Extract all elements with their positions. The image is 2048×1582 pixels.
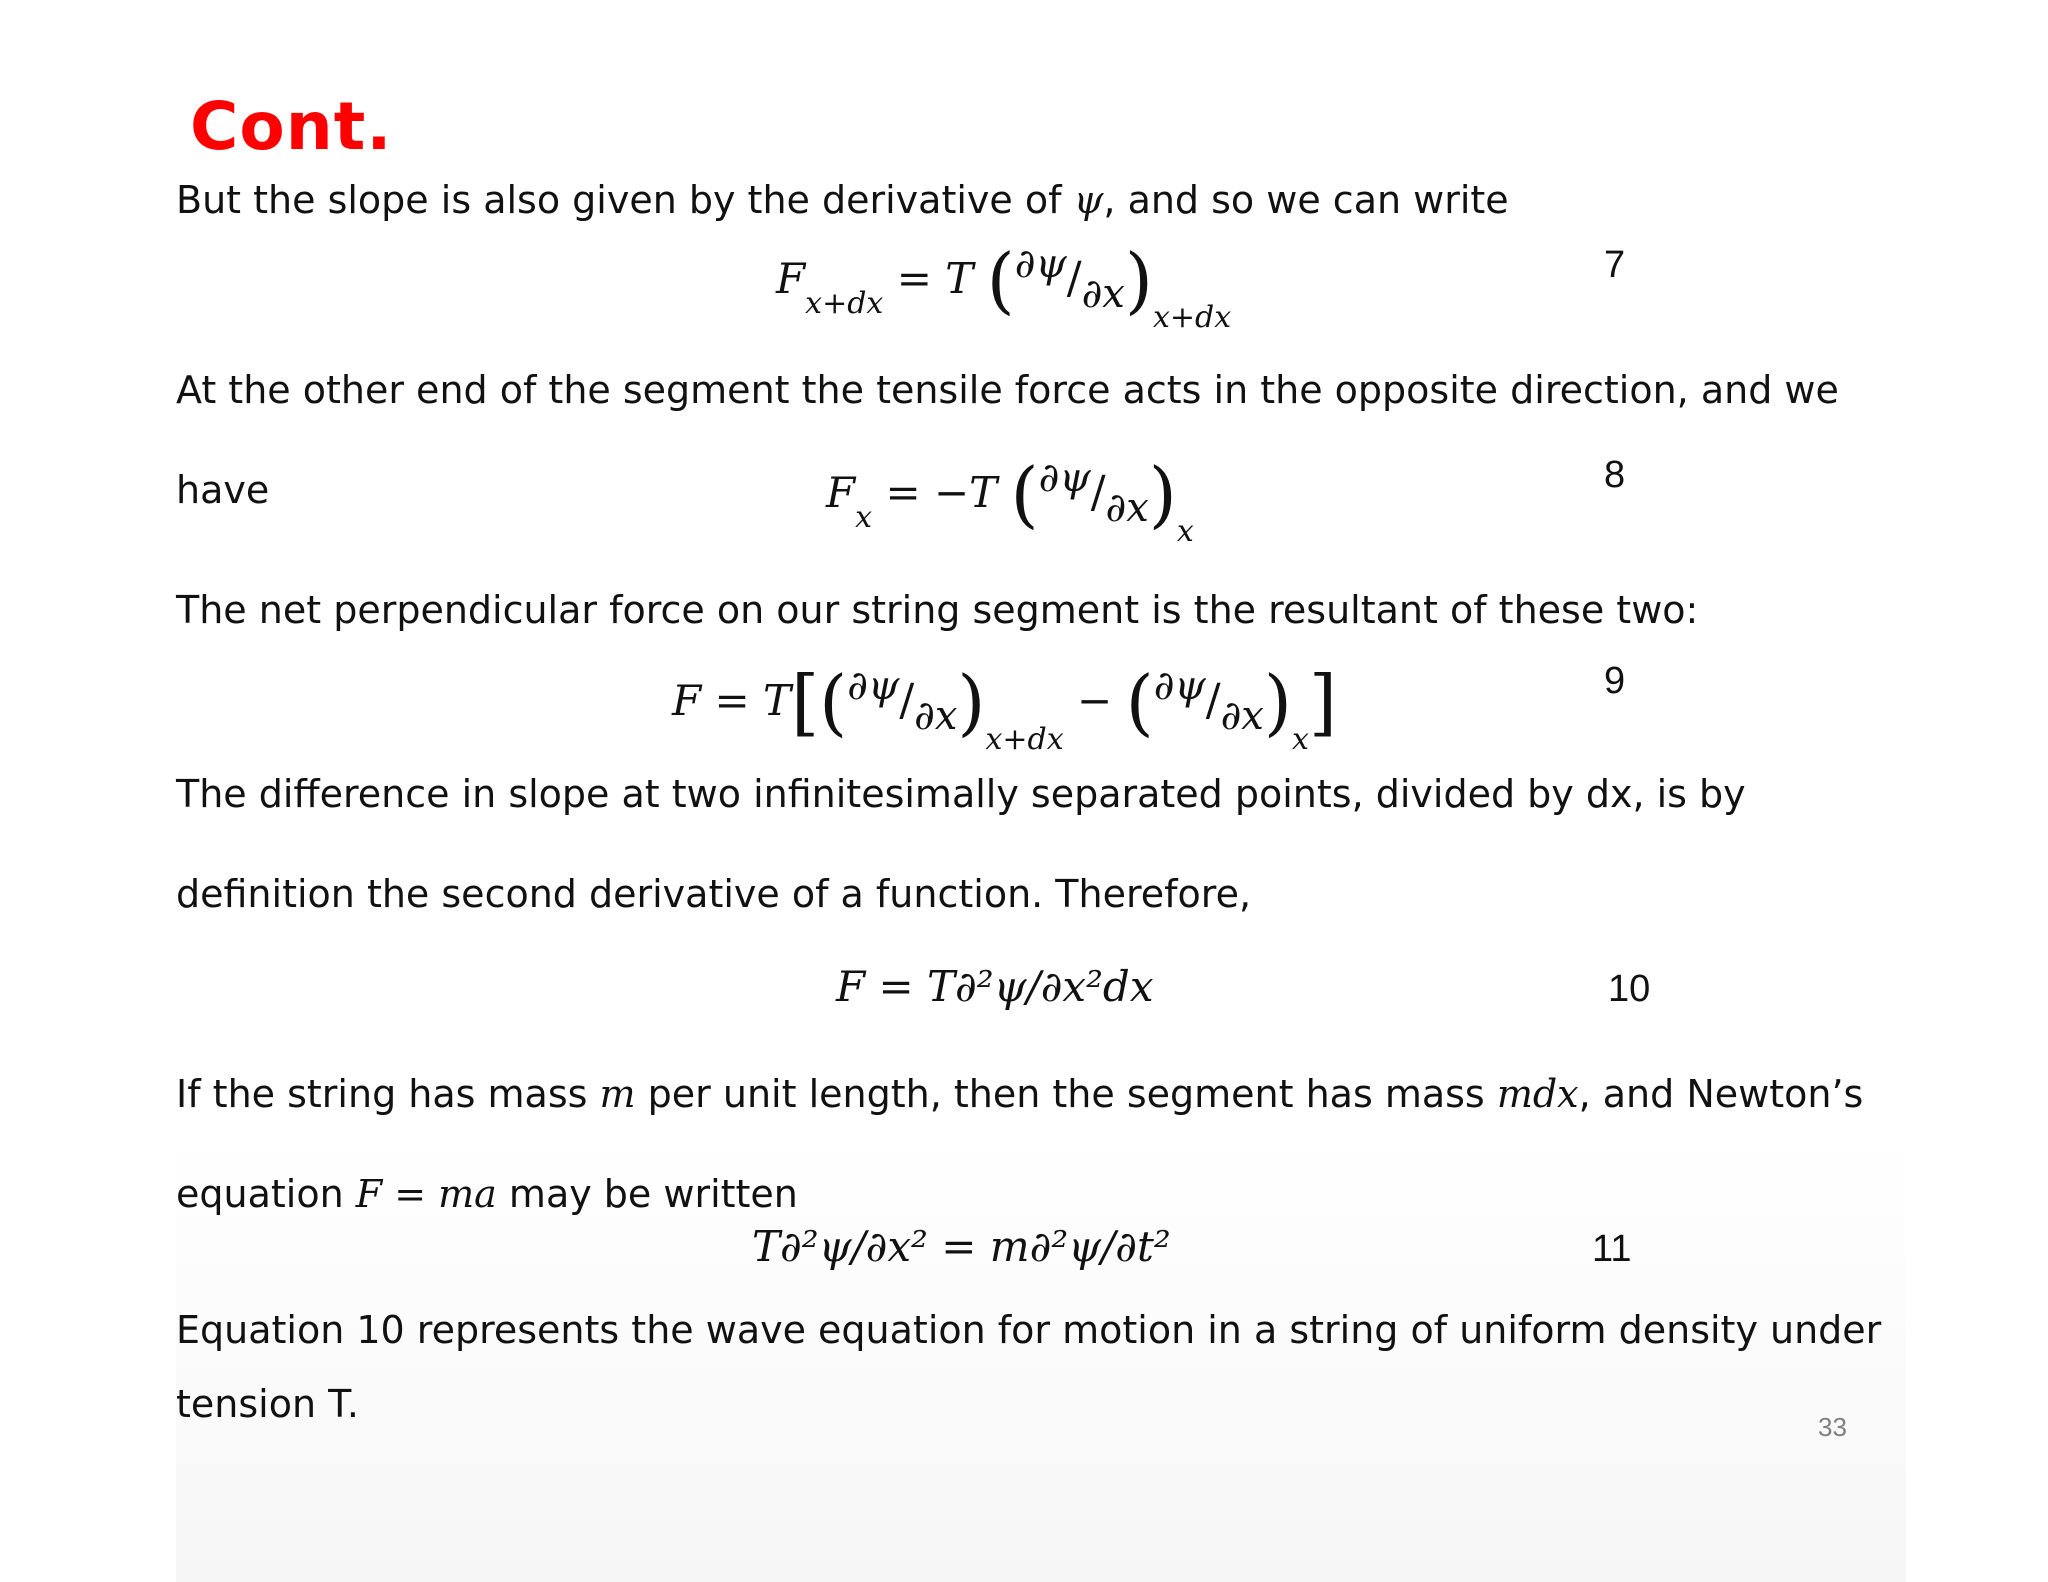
page-number: 33 xyxy=(1818,1412,1847,1442)
paragraph-mass xyxy=(176,1070,1863,1118)
equation-8: $F_x = -T$ $(\partial\psi/\partial x)_x$ xyxy=(826,452,1194,549)
text-segment: per unit length, then the segment has mass xyxy=(647,1072,1485,1116)
equation-number: 8 xyxy=(1604,454,1626,496)
newton-equation-inline: F = ma xyxy=(355,1172,497,1216)
text-segment: equation xyxy=(176,1172,344,1216)
paragraph-have: have xyxy=(176,468,270,512)
equation-number: 7 xyxy=(1604,244,1626,286)
text-segment: may be written xyxy=(508,1172,798,1216)
equation-number: 11 xyxy=(1592,1228,1632,1270)
paragraph-newton xyxy=(176,1170,798,1218)
paragraph-other-end: At the other end of the segment the tensile force acts in the opposite direction, and we xyxy=(176,368,1839,412)
text-segment: , and so we can write xyxy=(1103,178,1509,222)
paragraph-wave-equation: Equation 10 represents the wave equation for motion in a string of uniform density under xyxy=(176,1308,1882,1352)
psi-symbol: ψ xyxy=(1073,178,1104,222)
text-segment: If the string has mass xyxy=(176,1072,588,1116)
equation-number: 9 xyxy=(1604,660,1626,702)
paragraph-slope xyxy=(176,176,1509,224)
equation-9: $F = T[(\partial\psi/\partial x)_{x+dx} - (\partial\psi/\partial x)_x]$ xyxy=(672,660,1337,757)
paragraph-definition: definition the second derivative of a function. Therefore, xyxy=(176,872,1252,916)
paragraph-tension: tension T. xyxy=(176,1382,359,1426)
equation-number: 10 xyxy=(1608,968,1651,1010)
equation-10: F = T∂²ψ/∂x²dx xyxy=(836,962,1154,1011)
equation-7: $F_{x+dx} = T$ $(\partial\psi/\partial x)_{x+dx}$ xyxy=(776,238,1232,335)
text-segment: , and Newton’s xyxy=(1578,1072,1864,1116)
mass-symbol: m xyxy=(599,1072,636,1116)
paragraph-net-force: The net perpendicular force on our string segment is the resultant of these two: xyxy=(176,588,1699,632)
paragraph-difference: The difference in slope at two infinitesimally separated points, divided by dx, is by xyxy=(176,772,1746,816)
slide-title: Cont. xyxy=(190,88,393,165)
segment-mass-symbol: mdx xyxy=(1496,1072,1579,1116)
equation-11: T∂²ψ/∂x² = m∂²ψ/∂t² xyxy=(752,1222,1171,1271)
text-segment: But the slope is also given by the derivative of xyxy=(176,178,1062,222)
